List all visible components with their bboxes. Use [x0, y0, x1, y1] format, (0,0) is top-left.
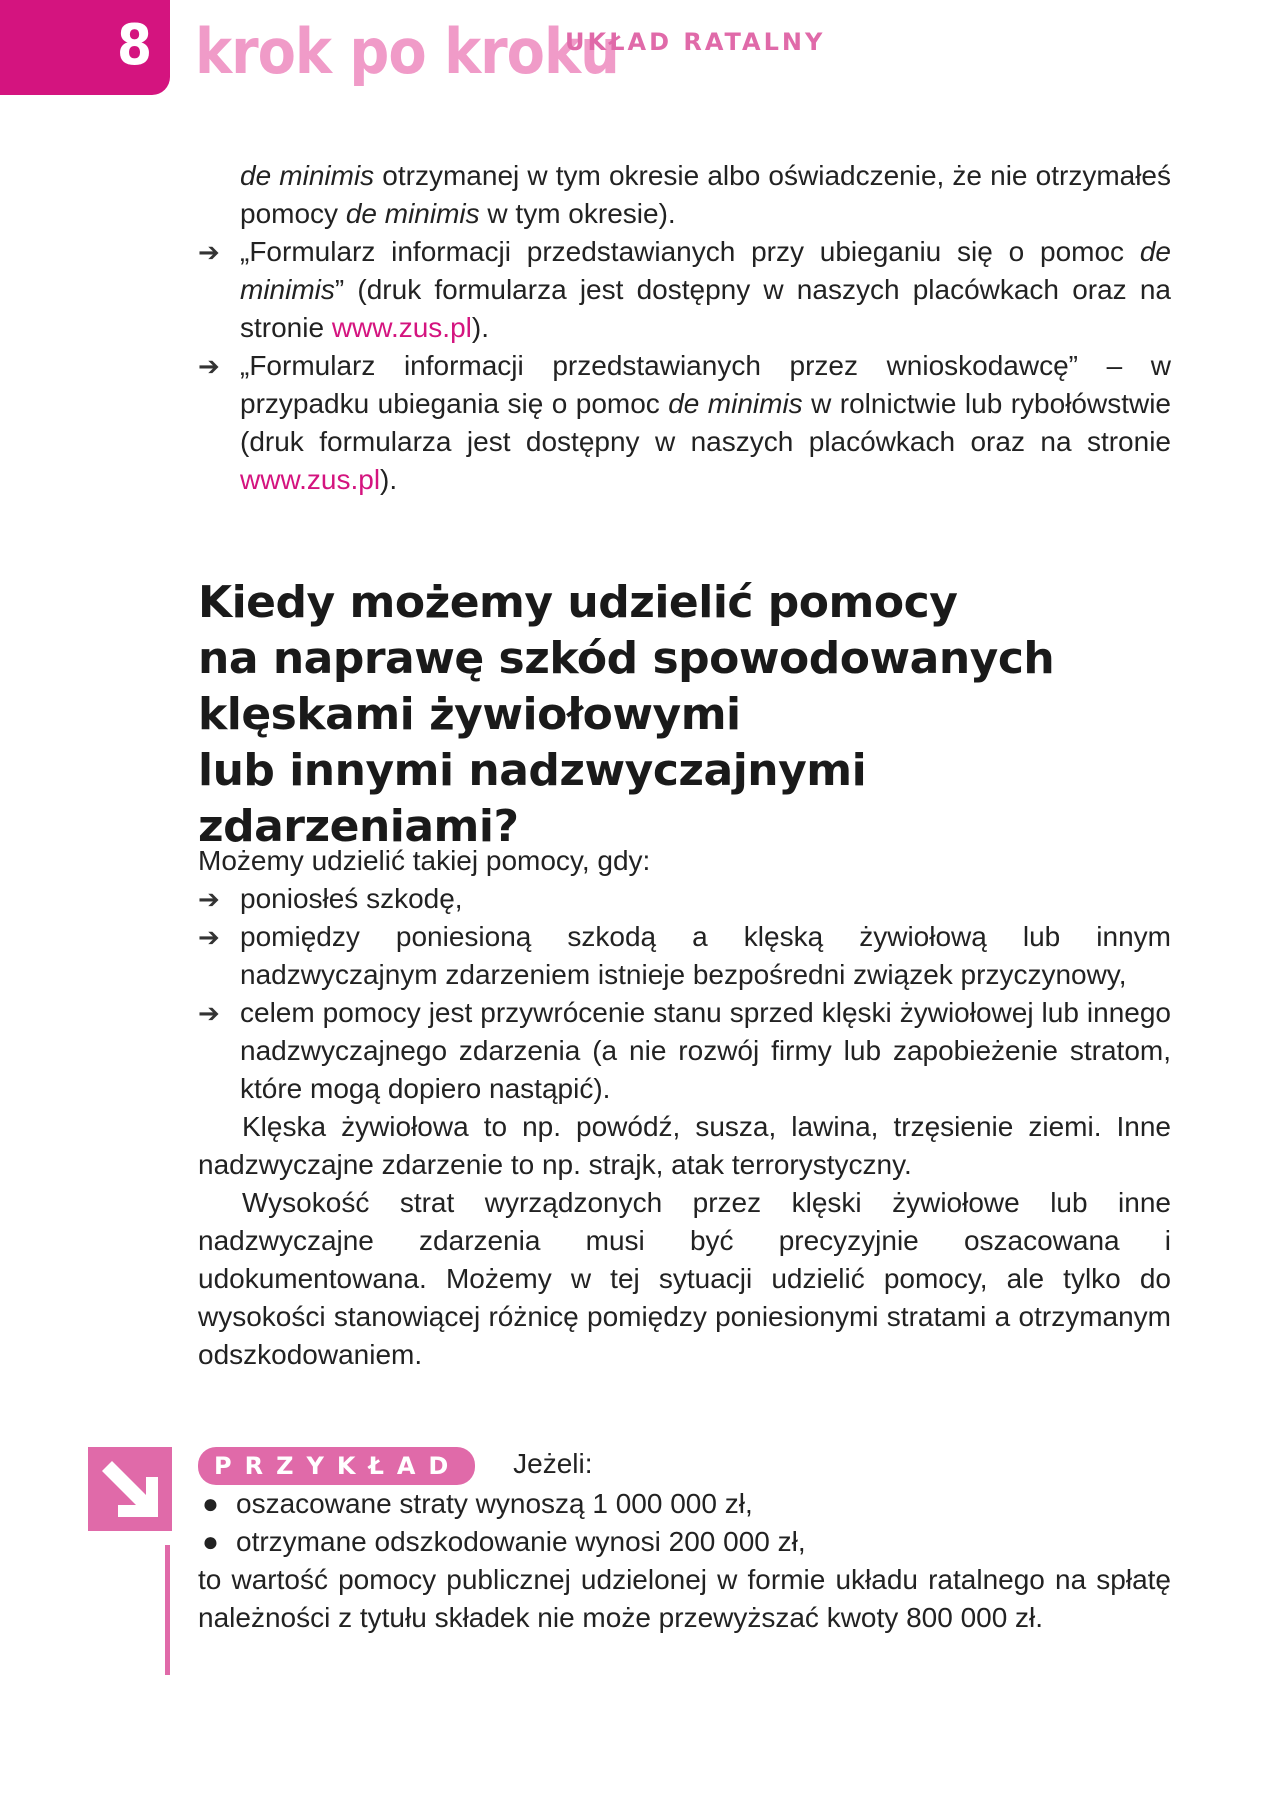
arrow-down-right-icon [88, 1447, 172, 1531]
arrow-down-right-icon-graphic [88, 1447, 172, 1531]
conditions-lead: Możemy udzielić takiej pomocy, gdy: [198, 845, 651, 876]
text: w tym okresie). [479, 198, 676, 229]
arrow-right-icon: ➔ [198, 922, 220, 952]
disaster-definition: Klęska żywiołowa to np. powódź, susza, lawina, trzęsienie ziemi. Inne nadzwyczajne zdarzenie to np. strajk, atak terrorystyczny. [198, 1111, 1171, 1180]
example-header [198, 1445, 1171, 1485]
arrow-right-icon: ➔ [198, 998, 220, 1028]
list-item [198, 918, 1171, 994]
term-de-minimis: de minimis [240, 160, 375, 191]
text: ). [380, 464, 398, 495]
heading-line: Kiedy możemy udzielić pomocy [198, 577, 958, 628]
page-number-tab [0, 0, 170, 95]
text: w rolnictwie lub rybołówstwie (druk formularza jest dostępny w naszych placówkach oraz na stronie [240, 388, 1171, 457]
bullet-dot-icon: ● [202, 1525, 219, 1557]
arrow-right-icon: ➔ [198, 884, 220, 914]
loss-valuation: Wysokość strat wyrządzonych przez klęski żywiołowe lub inne nadzwyczajne zdarzenia musi być precyzyjnie oszacowana i udokumentowana. Możemy w tej sytuacji udzielić pomocy, ale tylko do wysokości stanowiącej różnicę pomiędzy poniesionymi stratami a otrzymanym odszkodowaniem. [198, 1187, 1171, 1370]
section-heading [198, 575, 1178, 855]
list-item [198, 1523, 1171, 1561]
list-item [198, 233, 1171, 347]
text: pomiędzy poniesioną szkodą a klęską żywiołową lub innym nadzwyczajnym zdarzeniem istnieje bezpośredni związek przyczynowy, [240, 921, 1171, 990]
example-conclusion: to wartość pomocy publicznej udzielonej w formie układu ratalnego na spłatę należności z tytułu składek nie może przewyższać kwoty 800 000 zł. [198, 1563, 1171, 1633]
term-de-minimis: de minimis [668, 388, 803, 419]
zus-link[interactable]: www.zus.pl [331, 312, 472, 343]
bullet-dot-icon: ● [202, 1487, 219, 1519]
intro-block [198, 157, 1171, 499]
text: „Formularz informacji przedstawianych przy ubieganiu się o pomoc [240, 236, 1140, 267]
list-item [198, 880, 1171, 918]
heading-line: klęskami żywiołowymi [198, 689, 741, 740]
conditions-block [198, 842, 1171, 1374]
text: oszacowane straty wynoszą 1 000 000 zł, [236, 1487, 753, 1519]
zus-link[interactable]: www.zus.pl [240, 464, 381, 495]
list-item [198, 994, 1171, 1108]
example-list [198, 1485, 1171, 1561]
example-lead: Jeżeli: [513, 1448, 593, 1479]
form-list [198, 233, 1171, 499]
text: otrzymane odszkodowanie wynosi 200 000 zł, [236, 1525, 806, 1557]
intro-continuation [198, 157, 1171, 233]
text: poniosłeś szkodę, [240, 883, 463, 914]
example-rule [165, 1545, 170, 1675]
series-title: krok po kroku [195, 15, 619, 88]
text: otrzymanej w tym okresie albo oświadczenie, że nie otrzymałeś pomocy [240, 160, 1172, 229]
term-de-minimis: de minimis [240, 236, 1171, 305]
example-badge: PRZYKŁAD [198, 1447, 475, 1485]
arrow-right-icon: ➔ [198, 351, 220, 381]
heading-line: lub innymi nadzwyczajnymi zdarzeniami? [198, 745, 867, 852]
list-item [198, 1485, 1171, 1523]
text: celem pomocy jest przywrócenie stanu sprzed klęski żywiołowej lub innego nadzwyczajnego zdarzenia (a nie rozwój firmy lub zapobieżenie stratom, które mogą dopiero nastąpić). [240, 997, 1171, 1104]
term-de-minimis: de minimis [345, 198, 480, 229]
section-title: UKŁAD RATALNY [565, 28, 826, 56]
conditions-list [198, 880, 1171, 1108]
arrow-right-icon: ➔ [198, 237, 220, 267]
text: „Formularz informacji przedstawianych przez wnioskodawcę” – w przypadku ubiegania się o pomoc [240, 350, 1171, 419]
list-item [198, 347, 1171, 499]
text: ). [471, 312, 489, 343]
page-number: 8 [116, 13, 152, 78]
example-block [198, 1445, 1171, 1637]
heading-line: na naprawę szkód spowodowanych [198, 633, 1055, 684]
text: ” (druk formularza jest dostępny w naszych placówkach oraz na stronie [240, 274, 1171, 343]
